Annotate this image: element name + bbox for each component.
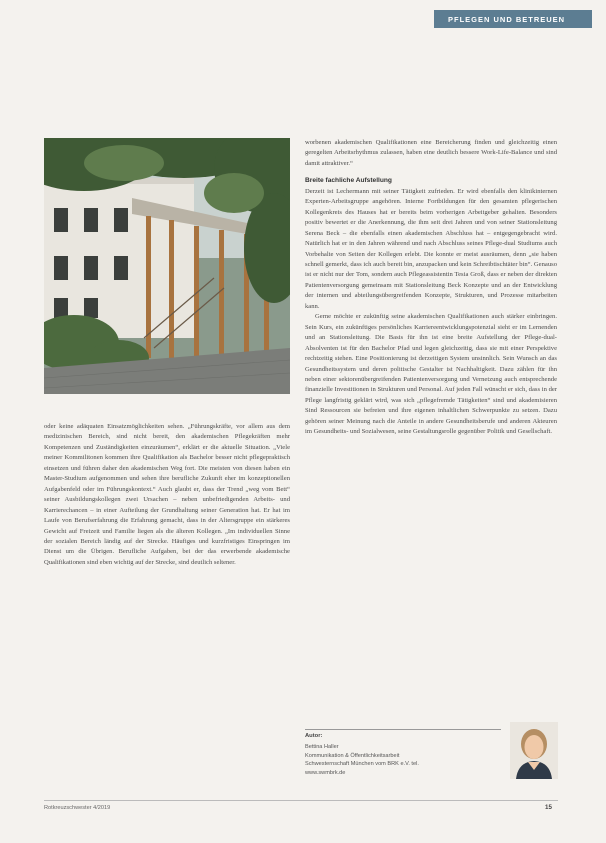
right-column [305,138,557,438]
author-box [305,743,505,777]
author-name: Bettina Haller [305,744,339,750]
building-photo [44,138,290,394]
author-line-1: Kommunikation & Öffentlichkeitsarbeit [305,752,400,759]
right-column-intro: worbenen akademischen Qualifikationen eine Bereicherung finden und gleichzeitig einen geregelten Arbeitsrhythmus zulassen, haben eine deutlich bessere Work-Life-Balance und sind damit attraktiver.“ [305,139,557,167]
author-line-2: Schwesternschaft München vom BRK e.V. tel. [305,761,419,768]
subheading: Breite fachliche Aufstellung [305,177,392,185]
right-column-paragraph-2: Gerne möchte er zukünftig seine akademischen Qualifikationen auch stärker einbringen. Sein Kurs, ein zukünftiges persönliches Karriereentwicklungspotenzial sieht er im Lernenden und an Stationsleitung. Die Basis für ihn ist eine breite Aufstellung der Pflege-dual-Absolventen ist für den Bachelor Pfad und legen gleichzeitig, dass sie mit einer Perspektive rechtzeitig stehen. Eine Positionierung ist derzeitigen System unsinnlich. Sein Wunsch an das Gesundheitssystem und deren politische Gestalter ist Nachhaltigkeit. Dazu zählen für ihn neben einer sektorenübergreifenden Patientenversorgung und Vernetzung auch entsprechende finanzielle Investitionen in Strukturen und Personal. Auf jeden Fall wünscht er sich, dass in der Pflege langfristig geklärt wird, was sich „pflegefremde Tätigkeiten“ sind und akademisieren Sind Ressourcen sie befreien und ihre eigenen inhaltlichen Schwerpunkte zu setzen. Dazu gehören seiner Meinung nach die Anteile in andere Gesundheitsberufe und anderen Akteuren im Gesundheits- und Sozialwesen, seine Gestaltungsrolle gegenüber Politik und Gesellschaft. [305,313,557,436]
page-number: 15 [545,804,552,811]
section-tag: PFLEGEN UND BETREUEN [434,10,592,28]
author-website: www.swmbrk.de [305,769,346,776]
footer-divider [44,800,558,801]
right-column-paragraph-1: Derzeit ist Lechermann mit seiner Tätigkeit zufrieden. Er wird ebenfalls den klinikinternen Experten-Arbeitsgruppe angehören. Interne Fortbildungen für den gesamten pflegerischen Kollegenkreis des Hauses hat er bereits beim vorherigen Arbeitgeber gehalten. Besonders positiv bewertet er die Anerkennung, die ihm seit drei Jahren und von seiner Stationsleitung Serena Beck – die ebenfalls einen akademischen Abschluss hat – entgegengebracht wird. Natürlich hat er in den Jahren während und nach Abschluss seines Pflege-dual Studiums auch Vorbehalte von Seiten der Kollegen erlebt. Die konnte er meist ausräumen, denn „sie haben schnell gemerkt, dass ich auch bereit bin, anzupacken und kein Schreibtischtäter bin“. Genauso ist er nicht nur der Tom, sondern auch Pflegeassistentin Tesia Groß, dass er neben der direkten Patientenversorgung gemeinsam mit Stationsleitung Beck Konzepte und an der Entwicklung der internen und abteilungsübergreifenden Konzepte, Strukturen, und Prozesse mitarbeiten kann. [305,187,557,310]
footer-publication: Rotkreuzschwester 4/2019 [44,805,111,811]
left-column-text: oder keine adäquaten Einsatzmöglichkeiten sehen. „Führungskräfte, vor allem aus dem medizinischen Bereich, sind nicht bereit, den akademischen Pflegekräften mehr Kompetenzen und Zuständigkeiten einzuräumen“, erklärt er die aktuelle Situation. „Viele meiner Kommilitonen kommen ihre Qualifikation als Bachelor besser nicht pflegepraktisch einsetzen und führen daher den akademischen Weg fort. Die meisten von diesen haben ein Master-Studium aufgenommen und sehen ihre berufliche Zukunft eher im konzeptionellen Aufgabenfeld oder im Führungskontext.“ Auch glaubt er, dass der Trend „weg vom Bett“ seiner Ausbildungskollegen zwei Ursachen – neben unbefriedigenden Arbeits- und Karrierechancen – in einer Aufteilung der Grundhaltung seiner Generation hat. Er hat im Laufe von Berufserfahrung die Erfahrung gemacht, dass in der Altersgruppe ein stärkeres Gewicht auf Freizeit und Familie liegen als die älteren Kollegen. „Im individuellen Sinne der sozialen Bereich ländig auf der Strecke. Häufiges und kurzfristiges Einspringen im Dienst um die Übrigen. Berufliche Aufgaben, bei der das erwerbende akademische Qualifikationen sind eben wichtig auf der Strecke, sind deutlich seltener. [44,423,290,566]
author-label: Autor: [305,733,323,739]
author-portrait [510,722,558,779]
author-divider [305,729,501,730]
left-column [44,422,290,568]
